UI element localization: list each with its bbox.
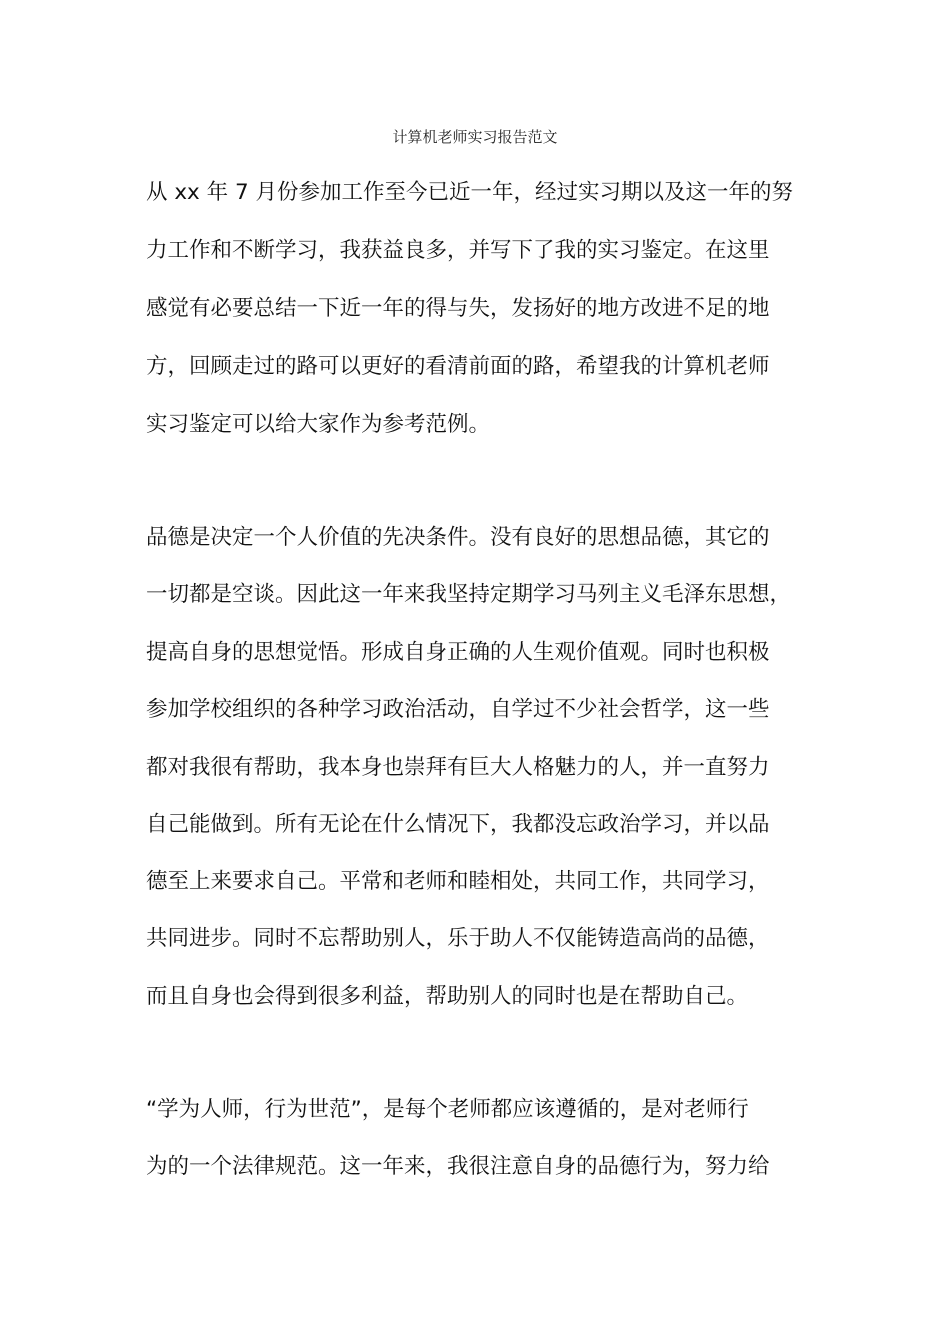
paragraph-line: “学为人师，行为世范”，是每个老师都应该遵循的，是对老师行 — [146, 1097, 749, 1122]
paragraph-line: 力工作和不断学习，我获益良多，并写下了我的实习鉴定。在这里 — [146, 238, 770, 263]
paragraph-line: 品德是决定一个人价值的先决条件。没有良好的思想品德，其它的 — [146, 525, 770, 550]
paragraph-line: 为的一个法律规范。这一年来，我很注意自身的品德行为，努力给 — [146, 1154, 770, 1179]
paragraph-line: 提高自身的思想觉悟。形成自身正确的人生观价值观。同时也积极 — [146, 640, 770, 665]
paragraph-line: 自己能做到。所有无论在什么情况下，我都没忘政治学习，并以品 — [146, 812, 770, 837]
paragraph-line: 都对我很有帮助，我本身也崇拜有巨大人格魅力的人，并一直努力 — [146, 755, 770, 780]
paragraph-line: 德至上来要求自己。平常和老师和睦相处，共同工作，共同学习， — [146, 869, 770, 894]
paragraph-line: 而且自身也会得到很多利益，帮助别人的同时也是在帮助自己。 — [146, 984, 749, 1009]
paragraph-line: 一切都是空谈。因此这一年来我坚持定期学习马列主义毛泽东思想， — [146, 582, 792, 607]
document-title: 计算机老师实习报告范文 — [392, 128, 558, 146]
paragraph-line: 从 xx 年 7 月份参加工作至今已近一年，经过实习期以及这一年的努 — [146, 180, 793, 205]
paragraph-line: 方，回顾走过的路可以更好的看清前面的路，希望我的计算机老师 — [146, 354, 770, 379]
paragraph-line: 实习鉴定可以给大家作为参考范例。 — [146, 412, 491, 437]
paragraph-line: 参加学校组织的各种学习政治活动，自学过不少社会哲学，这一些 — [146, 697, 770, 722]
paragraph-line: 感觉有必要总结一下近一年的得与失，发扬好的地方改进不足的地 — [146, 296, 770, 321]
paragraph-line: 共同进步。同时不忘帮助别人，乐于助人不仅能铸造高尚的品德， — [146, 926, 770, 951]
